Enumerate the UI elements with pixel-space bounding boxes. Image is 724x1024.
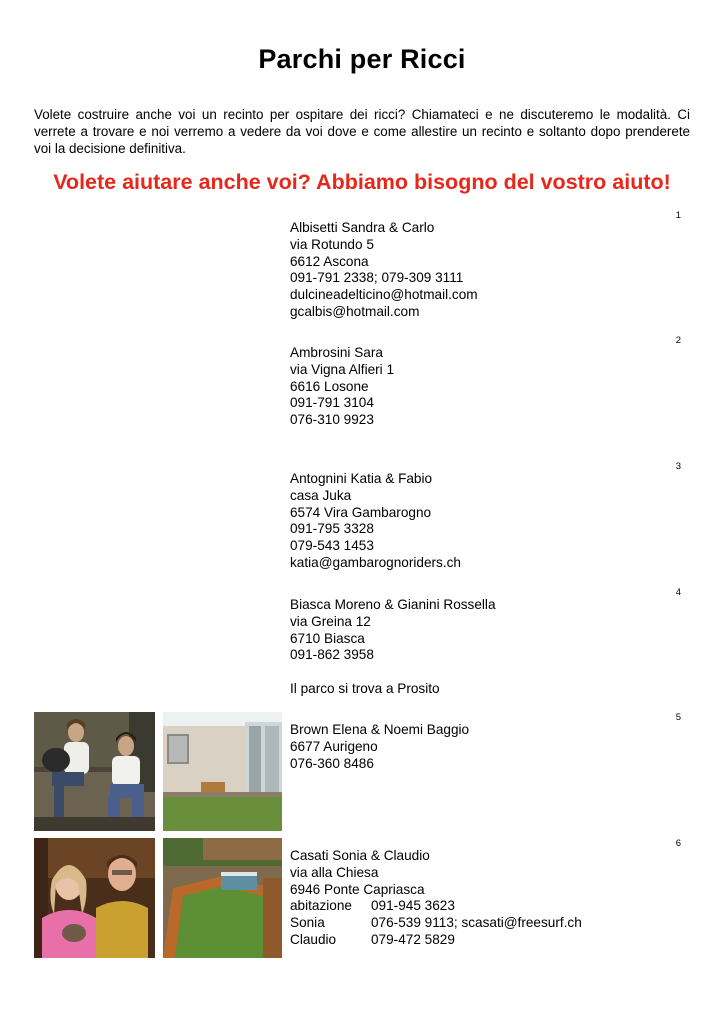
entry-city: 6710 Biasca (290, 630, 365, 646)
entry-city: 6574 Vira Gambarogno (290, 504, 432, 520)
entry-city: 6946 Ponte Capriasca (290, 881, 425, 897)
entry-phone: 079-543 1453 (290, 538, 374, 554)
entry-number: 1 (675, 210, 681, 221)
entry-street: via Rotundo 5 (290, 236, 374, 252)
intro-paragraph: Volete costruire anche voi un recinto per ospitare dei ricci? Chiamateci e ne discuteremo le modalità. Ci verrete a trovare e noi verremo a vedere da voi dove e come allestire un recinto e soltanto dopo prenderete voi la decisione definitiva. (34, 107, 690, 156)
entry-number: 2 (675, 335, 681, 346)
entry-email: dulcineadelticino@hotmail.com (290, 287, 478, 303)
entry-phone: 091-791 3104 (290, 395, 374, 411)
contact-row-home (290, 898, 582, 915)
intro-text (34, 106, 690, 157)
entry-street: via Vigna Alfieri 1 (290, 361, 395, 377)
photo-wooden-enclosure (163, 838, 282, 958)
page-title: Parchi per Ricci (258, 44, 466, 74)
entry-note: Il parco si trova a Prosito (290, 680, 440, 696)
entry-number: 3 (675, 461, 681, 472)
entry-city: 6616 Losone (290, 378, 369, 394)
entry-name: Casati Sonia & Claudio (290, 848, 430, 863)
entry-spacer (290, 664, 496, 681)
entry-name: Brown Elena & Noemi Baggio (290, 722, 470, 737)
call-to-action-heading: Volete aiutare anche voi? Abbiamo bisogno del vostro aiuto! (53, 170, 671, 194)
entry-city: 6612 Ascona (290, 253, 369, 269)
contact-label: abitazione (290, 898, 352, 914)
entry-phone: 091-795 3328 (290, 521, 374, 537)
entry-number: 6 (675, 838, 681, 849)
contact-row-claudio (290, 932, 582, 949)
entry-street: via alla Chiesa (290, 864, 379, 880)
entry-name: Albisetti Sandra & Carlo (290, 220, 435, 235)
entry-phone: 091-862 3958 (290, 647, 374, 663)
entry-street: via Greina 12 (290, 613, 371, 629)
entry-website: katia@gambarognoriders.ch (290, 554, 461, 570)
contact-value: 091-945 3623 (371, 898, 455, 914)
entry-phone: 091-791 2338; 079-309 3111 (290, 270, 464, 286)
entry-name: Antognini Katia & Fabio (290, 471, 433, 486)
contact-row-sonia (290, 915, 582, 932)
contact-value: 079-472 5829 (371, 931, 455, 947)
photo-people-outdoors (34, 712, 155, 831)
photo-house-garden-enclosure (163, 712, 282, 831)
entry-name: Ambrosini Sara (290, 345, 383, 360)
photo-couple-with-hedgehog (34, 838, 155, 958)
contact-value: 076-539 9113; scasati@freesurf.ch (371, 915, 582, 931)
entry-email: gcalbis@hotmail.com (290, 303, 420, 319)
entry-city: 6677 Aurigeno (290, 738, 378, 754)
entry-number: 4 (675, 587, 681, 598)
contact-label: Sonia (290, 915, 325, 931)
entry-phone: 076-310 9923 (290, 412, 374, 428)
entry-phone: 076-360 8486 (290, 755, 374, 771)
contact-label: Claudio (290, 931, 337, 947)
entry-number: 5 (675, 712, 681, 723)
entry-name: Biasca Moreno & Gianini Rossella (290, 597, 496, 612)
entry-street: casa Juka (290, 487, 352, 503)
